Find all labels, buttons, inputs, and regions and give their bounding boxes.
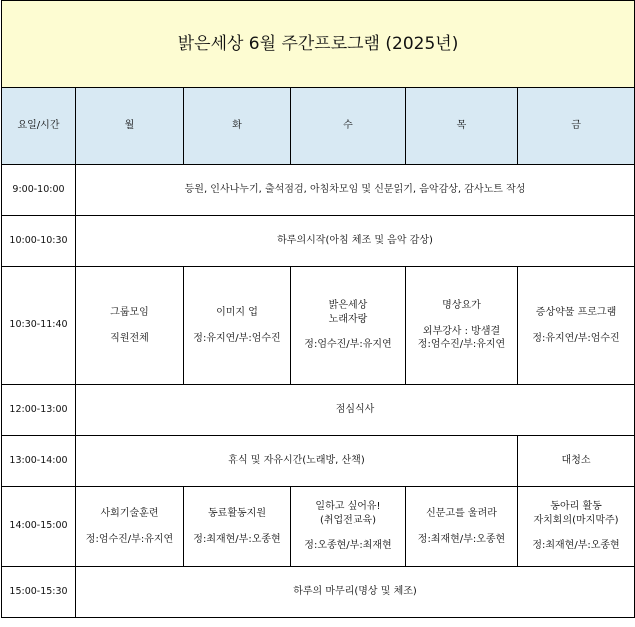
program-title: 밝은세상: [328, 300, 368, 312]
day-header-wed: 수: [291, 88, 406, 165]
program-title: 동아리 활동: [550, 501, 602, 513]
program-cell-fri: [518, 487, 635, 567]
program-cell-thu: [406, 487, 518, 567]
program-cell-all-week: 하루의 마무리(명상 및 체조): [76, 567, 635, 618]
time-cell: 13:00-14:00: [2, 436, 76, 487]
program-staff: 정:엄수진/부:유지연: [304, 339, 392, 351]
program-title: 사회기술훈련: [100, 508, 159, 519]
program-title: 신문고를 울려라: [426, 508, 497, 519]
table-row: [2, 567, 635, 618]
time-cell: 10:30-11:40: [2, 267, 76, 385]
program-title: 일하고 싶어유!: [315, 501, 381, 513]
program-title: 증상약물 프로그램: [535, 307, 617, 318]
time-cell: 14:00-15:00: [2, 487, 76, 567]
day-header-thu: 목: [406, 88, 518, 165]
program-title: 이미지 업: [216, 307, 258, 318]
time-cell: 12:00-13:00: [2, 385, 76, 436]
program-cell-fri: 대청소: [518, 436, 635, 487]
table-row: [2, 165, 635, 216]
program-cell-fri: [518, 267, 635, 385]
time-header: 요일/시간: [2, 88, 76, 165]
program-cell-mon: [76, 267, 184, 385]
time-cell: 10:00-10:30: [2, 216, 76, 267]
program-title-line2: 자치회의(마지막주): [533, 514, 619, 526]
program-staff: 정:최재현/부:오종현: [417, 533, 506, 545]
program-cell-thu: [406, 267, 518, 385]
program-staff: 정:최재현/부:오종현: [193, 533, 281, 545]
header-row: [2, 88, 635, 165]
table-row: [2, 216, 635, 267]
day-header-tue: 화: [184, 88, 291, 165]
time-cell: 15:00-15:30: [2, 567, 76, 618]
program-staff: 정:엄수진/부:유지연: [85, 533, 174, 545]
program-cell-wed: [291, 267, 406, 385]
program-title-line2: (취업전교육): [319, 514, 377, 526]
program-instructor: 외부강사 : 방샘결: [422, 325, 501, 337]
program-staff: 정:최재현/부:오종현: [532, 540, 620, 552]
program-cell-tue: [184, 267, 291, 385]
program-staff: 정:오종현/부:최재현: [304, 540, 392, 552]
program-cell-all-week: 등원, 인사나누기, 출석점검, 아침차모임 및 신문읽기, 음악감상, 감사노트 작성: [76, 165, 635, 216]
program-staff: 직원전체: [110, 332, 149, 344]
program-cell-mon-thu: 휴식 및 자유시간(노래방, 산책): [76, 436, 518, 487]
program-staff: 정:유지연/부:엄수진: [532, 332, 620, 344]
program-cell-mon: [76, 487, 184, 567]
program-title: 명상요가: [442, 300, 481, 312]
program-title-line2: 노래자랑: [328, 313, 368, 325]
day-header-fri: 금: [518, 88, 635, 165]
table-row: [2, 487, 635, 567]
program-cell-tue: [184, 487, 291, 567]
program-title: 그룹모임: [110, 307, 149, 318]
page-title: 밝은세상 6월 주간프로그램 (2025년): [2, 1, 635, 88]
table-row: [2, 267, 635, 385]
day-header-mon: 월: [76, 88, 184, 165]
weekly-program-table: [1, 0, 635, 618]
program-cell-all-week: 점심식사: [76, 385, 635, 436]
table-row: [2, 385, 635, 436]
table-row: [2, 436, 635, 487]
program-cell-wed: [291, 487, 406, 567]
program-staff: 정:유지연/부:엄수진: [193, 332, 281, 344]
program-cell-all-week: 하루의시작(아침 체조 및 음악 감상): [76, 216, 635, 267]
program-title: 동료활동지원: [208, 508, 266, 519]
program-staff: 정:엄수진/부:유지연: [417, 339, 506, 351]
time-cell: 9:00-10:00: [2, 165, 76, 216]
